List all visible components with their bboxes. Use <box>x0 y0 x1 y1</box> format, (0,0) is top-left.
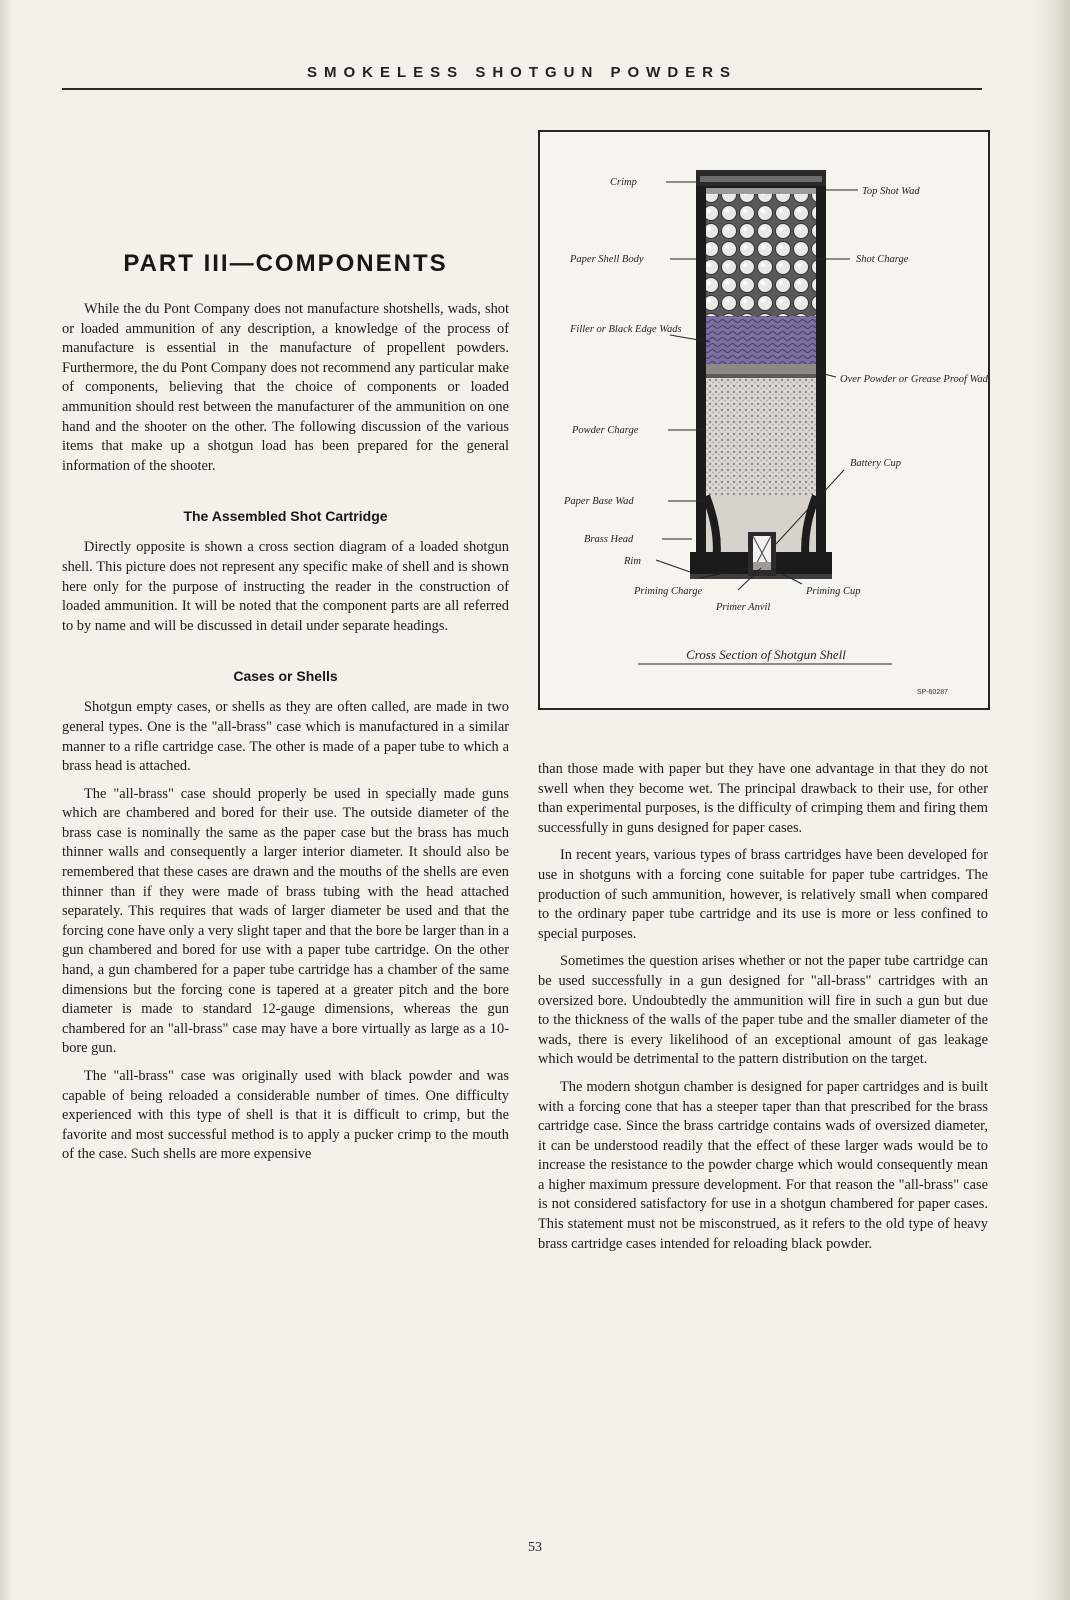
page-number: 53 <box>528 1540 542 1555</box>
cases-paragraph: Shotgun empty cases, or shells as they are often called, are made in two general types. One is the "all-brass" case which is manufactured in a similar manner to a rifle cartridge case. The other is made of a paper tube to which a brass head is attached. <box>62 699 509 775</box>
label-rim: Rim <box>624 556 641 567</box>
label-priming-cup: Priming Cup <box>806 586 861 597</box>
assembled-paragraph: Directly opposite is shown a cross section diagram of a loaded shotgun shell. This picture does not represent any specific make of shell and is shown here only for the purpose of instructing the reader in the construction of loaded ammunition. It will be noted that the component parts are all referred to by name and will be discussed in detail under separate headings. <box>62 539 509 634</box>
label-paper-base-wad: Paper Base Wad <box>564 496 634 507</box>
heading-cases-or-shells: Cases or Shells <box>233 668 338 685</box>
label-priming-charge: Priming Charge <box>634 586 703 597</box>
cases-paragraph: The "all-brass" case should properly be used in specially made guns which are chambered and bored for their use. The outside diameter of the brass case is nominally the same as the paper case but the brass has much thinner walls and consequently a larger interior diameter. It should also be remembered that these cases are drawn and the mouths of the shells are even thinner than if they were made of brass tubing with the head attached separately. This requires that wads of larger diameter be used and that the forcing cone have only a very slight taper and that the bore be larger than in a gun chambered and bored for use with a paper tube cartridge. On the other hand, a gun chambered for a paper tube cartridge has a chamber of the same dimensions but the forcing cone is tapered at a greater pitch and the bore diameter is made to standard 12-gauge dimensions, whereas the gun chambered for an "all-brass" case may have a bore virtually as large as a 10-bore gun. <box>62 785 509 1057</box>
priming-charge <box>753 562 771 570</box>
page-gutter-shadow <box>1032 0 1070 1600</box>
label-top-shot-wad: Top Shot Wad <box>862 186 920 197</box>
label-battery-cup: Battery Cup <box>850 458 902 469</box>
figure-caption: Cross Section of Shotgun Shell <box>686 647 846 662</box>
shot-charge <box>706 194 816 316</box>
cases-paragraph: In recent years, various types of brass cartridges have been developed for use in shotguns with a forcing cone suitable for paper tube cartridges. The production of such ammunition, however, is relatively small when compared to the ordinary paper tube cartridge and its use is more or less confined to special purposes. <box>538 847 988 942</box>
over-powder-wad <box>706 364 816 374</box>
intro-paragraph: While the du Pont Company does not manufacture shotshells, wads, shot or loaded ammunition of any description, a knowledge of the process of manufacture is essential in the manufacture of propellent powders. Furthermore, the du Pont Company does not recommend any particular make of components, believing that the choice of components or loaded ammunition should rest between the manufacturer of the ammunition on one hand and the shooter on the other. The following discussion of the various items that make up a shotgun load has been prepared for the general information of the shooter. <box>62 301 509 474</box>
heading-assembled-shot-cartridge: The Assembled Shot Cartridge <box>183 508 388 525</box>
header-rule <box>62 88 982 90</box>
filler-wads <box>706 316 816 364</box>
label-filler-wads <box>569 324 682 335</box>
part-title: PART III—COMPONENTS <box>123 250 448 277</box>
label-primer-anvil: Primer Anvil <box>716 602 771 613</box>
cases-paragraph-continued: than those made with paper but they have one advantage in that they do not swell when they become wet. The principal drawback to their use, for other than experimental purposes, is the difficulty of crimping them and firing them successfully in guns designed for paper cases. <box>538 761 988 836</box>
top-shot-wad <box>706 188 816 194</box>
label-powder-charge: Powder Charge <box>572 425 639 436</box>
label-brass-head: Brass Head <box>584 534 634 545</box>
cross-section-figure <box>538 130 990 710</box>
left-column <box>62 250 509 1173</box>
cases-paragraph: The "all-brass" case was originally used with black powder and was capable of being reloaded a considerable number of times. One difficulty experienced with this type of shell is that it is difficult to crimp, but the favorite and most successful method is to apply a pucker crimp to the mouth of the case. Such shells are more expensive <box>62 1068 509 1163</box>
figure-code: SP-60287 <box>916 689 948 696</box>
label-shot-charge: Shot Charge <box>856 254 909 265</box>
cases-paragraph: Sometimes the question arises whether or not the paper tube cartridge can be used successfully in a gun designed for "all-brass" cartridges with an oversized bore. Undoubtedly the ammunition will fire in such a gun but due to the thickness of the walls of the paper tube and the smaller diameter of the wads, there is every likelihood of an exceptional amount of gas leakage which would be detrimental to the pattern distribution on the target. <box>538 953 988 1068</box>
shotshell-diagram <box>540 132 988 708</box>
cases-paragraph: The modern shotgun chamber is designed for paper cartridges and is built with a forcing cone that has a steeper taper than that prescribed for the brass cartridge case. Since the brass cartridge contains wads of oversized diameter, it can be understood readily that the effect of these larger wads would be to increase the resistance to the powder charge which would consequently mean a higher maximum pressure development. For that reason the "all-brass" case is not considered satisfactory for use in a shotgun chambered for paper cases. This statement must not be misconstrued, as it refers to the old type of heavy brass cartridge cases intended for reloading black powder. <box>538 1078 988 1252</box>
running-head: SMOKELESS SHOTGUN POWDERS <box>306 64 738 81</box>
label-crimp: Crimp <box>610 177 637 188</box>
right-column <box>538 760 988 1262</box>
label-paper-shell-body: Paper Shell Body <box>570 254 644 265</box>
label-filler-wads-text: Filler or Black Edge Wads <box>570 324 682 335</box>
page-edge-shadow <box>0 0 12 1600</box>
powder-charge <box>706 378 816 496</box>
label-over-powder-wad: Over Powder or Grease Proof Wad <box>840 374 988 385</box>
